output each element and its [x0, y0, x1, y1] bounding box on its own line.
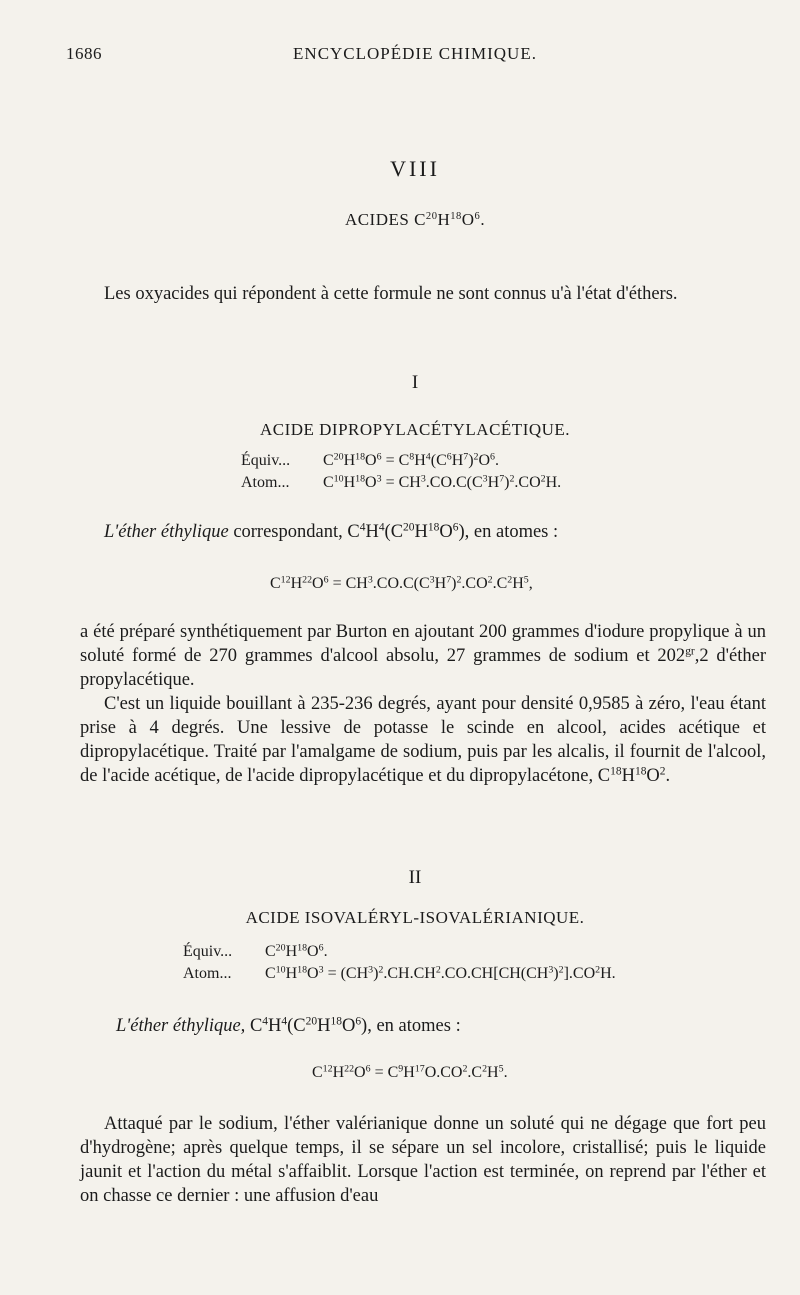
part-ii-atom-formula: Atom... $C^{10}H^{18}O^3 = (CH^3)^2.CH.CH^2.CO.CH[CH(CH^3)^2].CO^2H$.: [183, 964, 616, 982]
part-ii-ether-line: L'éther éthylique, $C^4H^4(C^{20}H^{18}O^6)$, en atomes :: [116, 1015, 461, 1036]
part-ii-numeral: II: [408, 867, 422, 888]
part-ii-ether-formula: $C^{12}H^{22}O^6 = C^9H^{17}O.CO^2.C^2H^5$.: [312, 1063, 508, 1081]
part-ii-title: ACIDE ISOVALÉRYL-ISOVALÉRIANIQUE.: [245, 908, 585, 927]
page-number: 1686: [66, 44, 102, 63]
part-i-ether-formula: $C^{12}H^{22}O^6 = CH^3.CO.C(C^3H^7)^2.CO^2.C^2H^5$,: [270, 574, 533, 592]
part-i-atom-formula: Atom... $C^{10}H^{18}O^3 = CH^3.CO.C(C^3H^7)^2.CO^2H$.: [241, 473, 562, 491]
part-i-ether-line: L'éther éthylique correspondant, $C^4H^4(C^{20}H^{18}O^6)$, en atomes :: [104, 521, 559, 542]
section-numeral-viii: VIII: [390, 156, 440, 181]
part-ii-paragraph-1: Attaqué par le sodium, l'éther valérianique donne un soluté qui ne dégage que fort peu d'hydrogène; après quelque temps, il se sépare un sel incolore, cristallisé; puis le liquide jaunit et l'action du métal s'affaiblit. Lorsque l'action est terminée, on reprend par l'éther et on chasse ce dernier : une affusion d'eau: [80, 1114, 766, 1206]
part-i-numeral: I: [411, 372, 419, 393]
part-i-title: ACIDE DIPROPYLACÉTYLACÉTIQUE.: [259, 420, 571, 439]
running-title: ENCYCLOPÉDIE CHIMIQUE.: [293, 44, 537, 63]
part-i-paragraph-2: C'est un liquide bouillant à 235-236 degrés, ayant pour densité 0,9585 à zéro, l'eau étant prise à 4 degrés. Une lessive de potasse le scinde en alcool, acides acétique et dipropylacétique. Traité par l'amalgame de sodium, puis par les alcalis, il fournit de l'alcool, de l'acide acétique, de l'acide dipropylacétique et du dipropylacétone, $C^{18}H^{18}O^2$.: [80, 694, 766, 786]
part-i-paragraph-1: a été préparé synthétiquement par Burton en ajoutant 200 grammes d'iodure propylique à un soluté formé de 270 grammes d'alcool absolu, 27 grammes de sodium et $202^{gr},2$ d'éther propylacétique.: [80, 622, 766, 690]
part-i-equiv-formula: Équiv... $C^{20}H^{18}O^6 = C^8H^4(C^6H^7)^2O^6$.: [241, 451, 499, 469]
section-title-viii: ACIDES $C^{20}H^{18}O^6$.: [344, 210, 486, 229]
intro-paragraph: Les oxyacides qui répondent à cette formule ne sont connus u'à l'état d'éthers.: [104, 284, 678, 304]
part-ii-equiv-formula: Équiv... $C^{20}H^{18}O^6$.: [183, 942, 328, 960]
